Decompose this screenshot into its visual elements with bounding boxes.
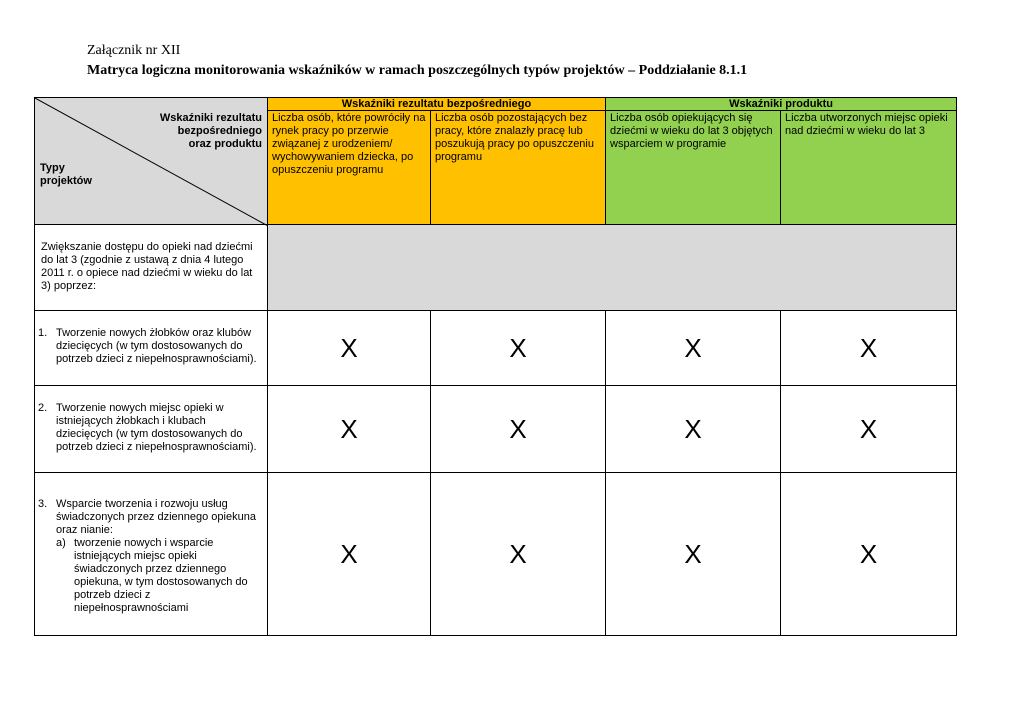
intro-empty-cell — [268, 225, 957, 311]
intro-project-type: Zwiększanie dostępu do opieki nad dziećmi do lat 3 (zgodnie z ustawą z dnia 4 lutego 2011 r. o opiece nad dziećmi w wieku do lat 3) poprzez: — [35, 225, 268, 311]
indicator-childcare-places-created: Liczba utworzonych miejsc opieki nad dziećmi w wieku do lat 3 — [781, 111, 957, 225]
row-2-description: 2. Tworzenie nowych miejsc opieki w istniejących żłobkach i klubach dziecięcych (w tym dostosowanych do potrzeb dzieci z niepełnosprawnościami). — [35, 386, 268, 473]
row-3-description: 3. Wsparcie tworzenia i rozwoju usług świadczonych przez dziennego opiekuna oraz nianie: a) tworzenie nowych i wsparcie istniejących miejsc opieki świadczonych przez dziennego opiekuna, w tym dostosowanych do potrzeb dzieci z niepełnosprawnościami — [35, 473, 268, 636]
row-1-description: 1. Tworzenie nowych żłobków oraz klubów dziecięcych (w tym dostosowanych do potrzeb dzieci z niepełnosprawnościami). — [35, 311, 268, 386]
corner-label-project-types: Typy projektów — [40, 162, 92, 187]
mark-cell: X — [431, 386, 606, 473]
table-row — [35, 386, 957, 473]
corner-header-cell — [35, 98, 268, 225]
mark-cell: X — [268, 386, 431, 473]
mark-cell: X — [268, 473, 431, 636]
corner-label-indicators: Wskaźniki rezultatu bezpośredniego oraz produktu — [159, 112, 262, 150]
mark-cell: X — [431, 473, 606, 636]
table-row — [35, 473, 957, 636]
document-title: Matryca logiczna monitorowania wskaźników w ramach poszczególnych typów projektów – Poddziałanie 8.1.1 — [87, 63, 748, 78]
group-header-product: Wskaźniki produktu — [606, 98, 957, 111]
mark-cell: X — [431, 311, 606, 386]
mark-cell: X — [606, 386, 781, 473]
indicator-return-to-labour-market: Liczba osób, które powróciły na rynek pracy po przerwie związanej z urodzeniem/ wychowywaniem dziecka, po opuszczeniu programu — [268, 111, 431, 225]
mark-cell: X — [268, 311, 431, 386]
mark-cell: X — [781, 311, 957, 386]
group-header-result: Wskaźniki rezultatu bezpośredniego — [268, 98, 606, 111]
indicator-unemployed-found-work: Liczba osób pozostających bez pracy, które znalazły pracę lub poszukują pracy po opuszczeniu programu — [431, 111, 606, 225]
table-row — [35, 311, 957, 386]
logic-matrix-table — [34, 97, 957, 636]
mark-cell: X — [606, 473, 781, 636]
mark-cell: X — [781, 386, 957, 473]
indicator-caregivers-supported: Liczba osób opiekujących się dziećmi w wieku do lat 3 objętych wsparciem w programie — [606, 111, 781, 225]
mark-cell: X — [781, 473, 957, 636]
annex-label: Załącznik nr XII — [87, 43, 181, 58]
mark-cell: X — [606, 311, 781, 386]
